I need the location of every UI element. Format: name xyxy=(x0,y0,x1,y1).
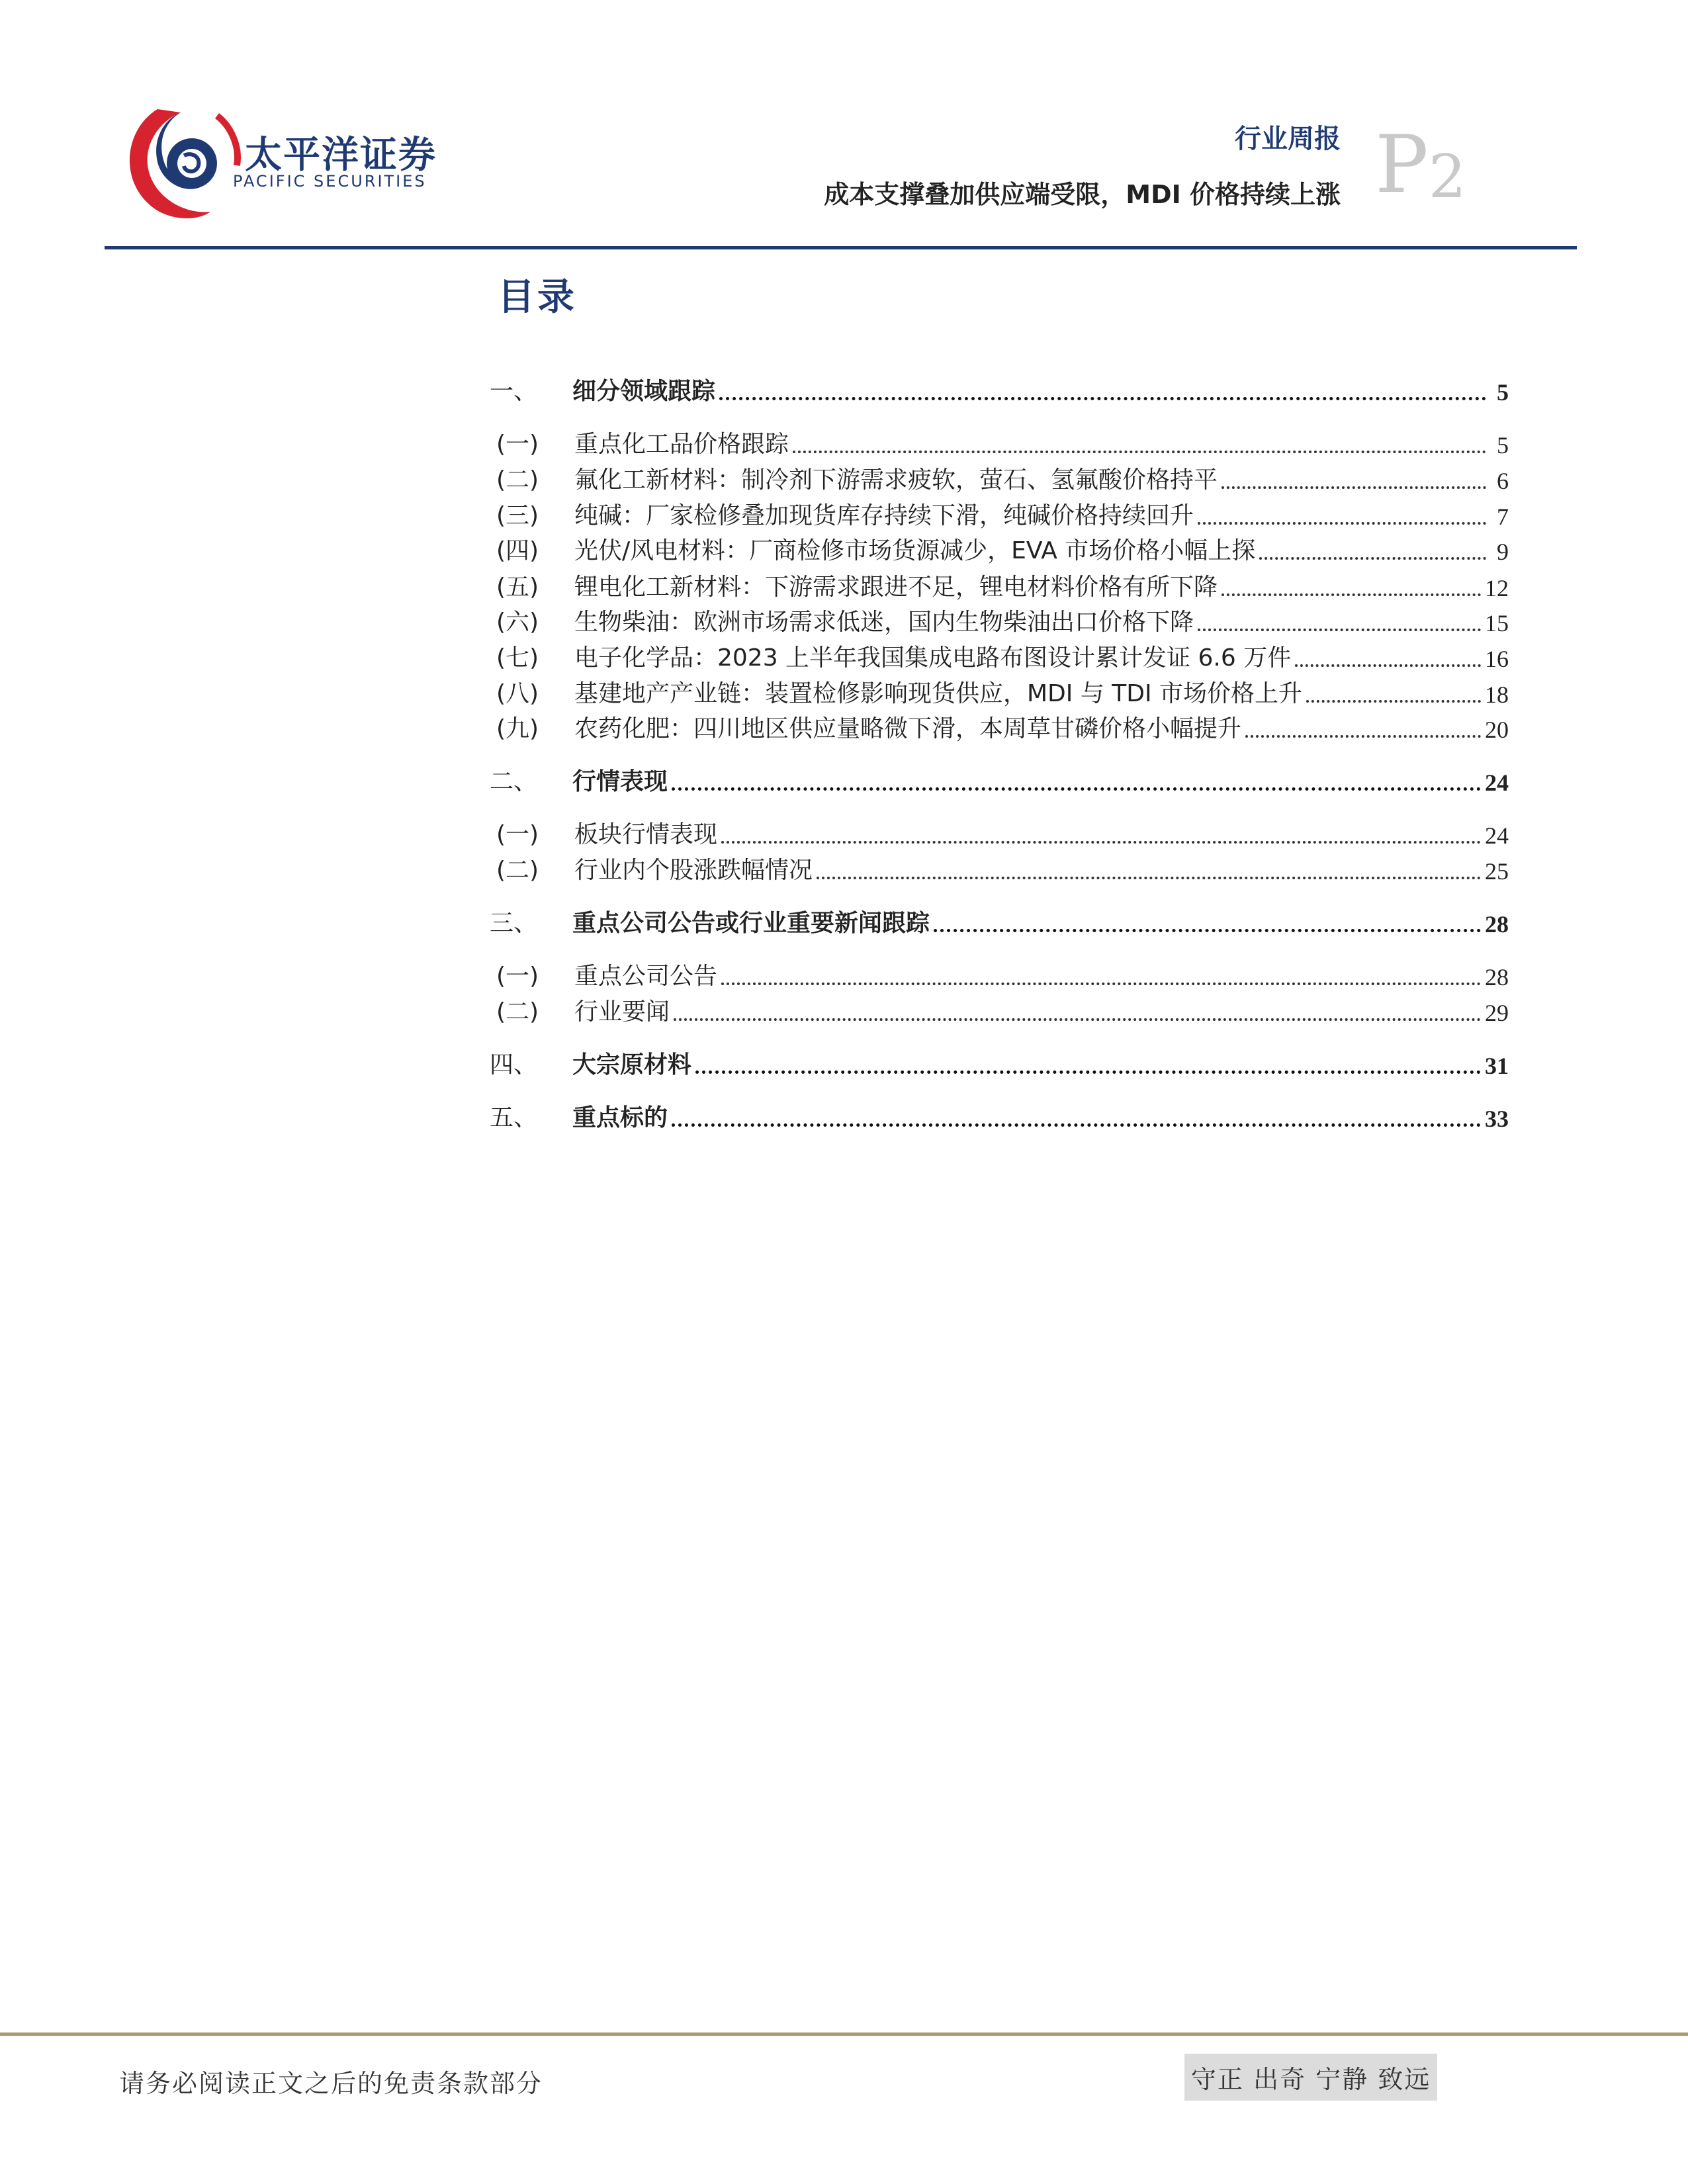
toc-entry-page: 18 xyxy=(1485,681,1509,708)
toc-entry-number: 五、 xyxy=(490,1104,538,1131)
toc-entry[interactable] xyxy=(490,566,1509,602)
toc-entry-page: 29 xyxy=(1485,1000,1509,1026)
toc-entry-number: 二、 xyxy=(490,768,538,795)
toc-entry-page: 15 xyxy=(1485,610,1509,636)
toc-entry-page: 20 xyxy=(1485,717,1509,743)
toc-dot-leader xyxy=(721,838,1481,844)
toc-entry-number: (二) xyxy=(496,466,539,494)
toc-entry-number: (二) xyxy=(496,998,539,1026)
toc-entry-page: 24 xyxy=(1485,769,1509,796)
toc-entry-label: 电子化学品：2023 上半年我国集成电路布图设计累计发证 6.6 万件 xyxy=(574,644,1292,672)
toc-entry-number: (五) xyxy=(496,574,539,601)
logo-text-english: PACIFIC SECURITIES xyxy=(233,172,427,191)
toc-dot-leader xyxy=(1259,554,1486,560)
toc-entry-page: 33 xyxy=(1485,1106,1509,1132)
toc-entry-label: 行业要闻 xyxy=(574,998,670,1026)
toc-entry[interactable] xyxy=(490,673,1509,709)
toc-entry-page: 9 xyxy=(1497,539,1509,565)
toc-entry-page: 25 xyxy=(1485,858,1509,885)
toc-entry-page: 7 xyxy=(1497,503,1509,530)
page-number-mark xyxy=(1375,119,1467,212)
toc-entry-label: 行业内个股涨跌幅情况 xyxy=(574,857,813,884)
toc-entry[interactable] xyxy=(490,637,1509,673)
toc-entry-page: 12 xyxy=(1485,575,1509,601)
footer-disclaimer: 请务必阅读正文之后的免责条款部分 xyxy=(119,2069,543,2098)
toc-entry[interactable] xyxy=(490,495,1509,531)
toc-entry-label: 大宗原材料 xyxy=(572,1051,692,1078)
toc-entry-label: 基建地产产业链：装置检修影响现货供应，MDI 与 TDI 市场价格上升 xyxy=(574,680,1303,707)
toc-entry[interactable] xyxy=(490,850,1509,885)
toc-dot-leader xyxy=(1295,662,1481,667)
footer-motto: 守正 出奇 宁静 致远 xyxy=(1184,2054,1437,2101)
toc-dot-leader xyxy=(1222,591,1481,596)
toc-entry[interactable] xyxy=(490,530,1509,566)
toc-dot-leader xyxy=(817,874,1481,879)
toc-dot-leader xyxy=(719,394,1486,400)
toc-entry[interactable] xyxy=(490,423,1509,459)
toc-entry[interactable] xyxy=(490,902,1509,938)
logo-text-chinese: 太平洋证券 xyxy=(245,134,437,177)
toc-entry-label: 农药化肥：四川地区供应量略微下滑，本周草甘磷价格小幅提升 xyxy=(574,715,1242,742)
toc-dot-leader xyxy=(1306,697,1481,703)
toc-entry-page: 31 xyxy=(1485,1053,1509,1079)
toc-entry-label: 重点标的 xyxy=(572,1104,668,1131)
toc-entry[interactable] xyxy=(490,1097,1509,1133)
toc-entry-label: 氟化工新材料：制冷剂下游需求疲软，萤石、氢氟酸价格持平 xyxy=(574,466,1218,494)
toc-entry[interactable] xyxy=(490,459,1509,495)
report-type: 行业周报 xyxy=(1235,124,1341,154)
toc-entry-number: (七) xyxy=(496,644,539,672)
toc-dot-leader xyxy=(721,980,1481,985)
toc-entry-page: 5 xyxy=(1497,432,1509,459)
toc-entry[interactable] xyxy=(490,1044,1509,1080)
toc-entry-label: 生物柴油：欧洲市场需求低迷，国内生物柴油出口价格下降 xyxy=(574,609,1194,636)
toc-entry-label: 行情表现 xyxy=(572,768,668,795)
toc-entry[interactable] xyxy=(490,955,1509,991)
toc-entry[interactable] xyxy=(490,761,1509,797)
toc-entry-label: 光伏/风电材料：厂商检修市场货源减少，EVA 市场价格小幅上探 xyxy=(574,537,1256,564)
toc-dot-leader xyxy=(934,926,1481,932)
toc-entry-number: (一) xyxy=(496,431,539,458)
toc-entry-page: 5 xyxy=(1497,379,1509,406)
toc-dot-leader xyxy=(1198,519,1486,525)
toc-entry-number: (六) xyxy=(496,609,539,636)
toc-entry-number: (一) xyxy=(496,963,539,990)
toc-entry-page: 24 xyxy=(1485,822,1509,849)
toc-entry[interactable] xyxy=(490,991,1509,1027)
toc-entry-label: 锂电化工新材料：下游需求跟进不足，锂电材料价格有所下降 xyxy=(574,574,1218,601)
toc-entry-number: (三) xyxy=(496,502,539,529)
toc-dot-leader xyxy=(1245,732,1481,738)
toc-entry-number: (九) xyxy=(496,715,539,742)
toc-entry-number: (二) xyxy=(496,857,539,884)
toc-dot-leader xyxy=(674,1016,1481,1021)
toc-entry-number: 三、 xyxy=(490,910,538,937)
page-number: 2 xyxy=(1428,142,1467,212)
toc-entry-label: 细分领域跟踪 xyxy=(572,378,716,405)
toc-entry-label: 板块行情表现 xyxy=(574,821,718,848)
toc-entry-number: (一) xyxy=(496,821,539,848)
toc-entry-page: 6 xyxy=(1497,468,1509,494)
toc-entry[interactable] xyxy=(490,371,1509,406)
toc-entry-label: 纯碱：厂家检修叠加现货库存持续下滑，纯碱价格持续回升 xyxy=(574,502,1194,529)
toc-entry-label: 重点化工品价格跟踪 xyxy=(574,431,789,458)
header-divider xyxy=(105,246,1577,249)
toc-entry[interactable] xyxy=(490,814,1509,850)
toc-entry-label: 重点公司公告或行业重要新闻跟踪 xyxy=(572,910,930,937)
footer-divider xyxy=(0,2032,1688,2036)
toc-entry[interactable] xyxy=(490,601,1509,637)
toc-entry-page: 28 xyxy=(1485,964,1509,990)
page-letter: P xyxy=(1375,119,1429,211)
toc-entry-number: 一、 xyxy=(490,378,538,405)
toc-dot-leader xyxy=(1198,626,1481,631)
report-title: 成本支撑叠加供应端受限，MDI 价格持续上涨 xyxy=(824,180,1341,209)
toc-dot-leader xyxy=(672,785,1481,791)
toc-title: 目录 xyxy=(498,276,577,319)
toc-entry-number: (四) xyxy=(496,537,539,564)
toc-entry-number: 四、 xyxy=(490,1051,538,1078)
toc-dot-leader xyxy=(672,1121,1481,1127)
toc-dot-leader xyxy=(695,1068,1481,1074)
toc-entry-page: 28 xyxy=(1485,911,1509,938)
toc-entry-label: 重点公司公告 xyxy=(574,963,718,990)
toc-dot-leader xyxy=(793,448,1486,453)
toc-entry-number: (八) xyxy=(496,680,539,707)
toc-entry-page: 16 xyxy=(1485,646,1509,672)
logo-emblem-icon xyxy=(118,89,250,222)
toc-entry[interactable] xyxy=(490,708,1509,744)
toc-dot-leader xyxy=(1222,484,1486,489)
